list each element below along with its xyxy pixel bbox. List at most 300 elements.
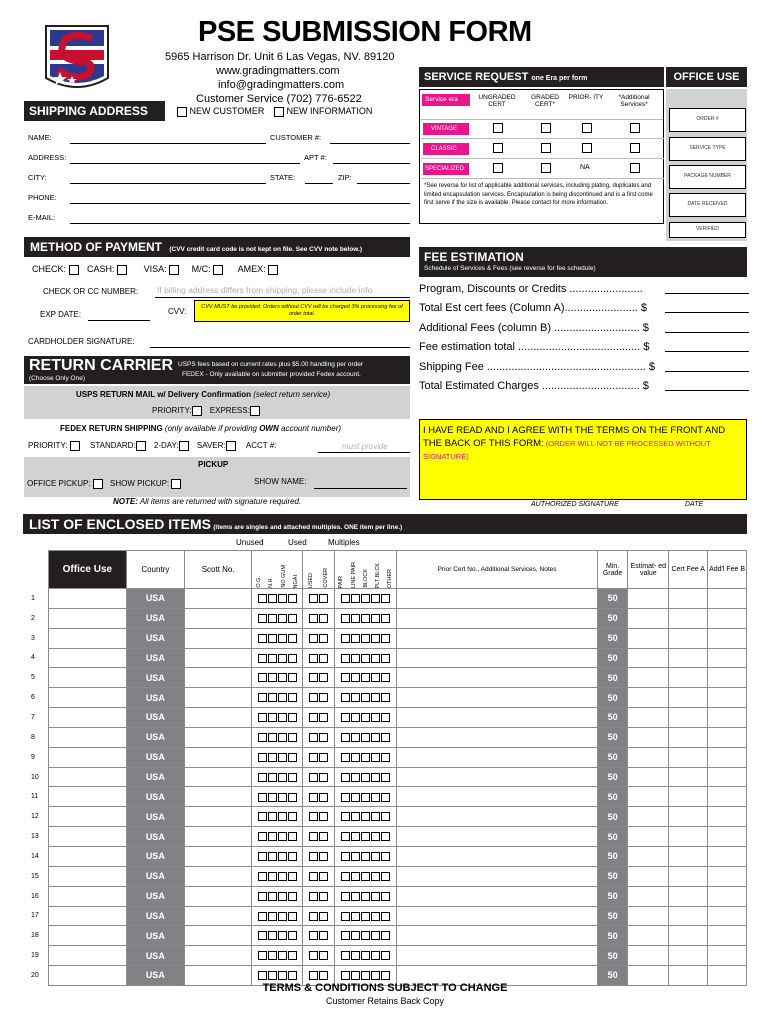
scott-number-cell[interactable]	[184, 846, 251, 866]
item-checkbox[interactable]	[319, 713, 328, 722]
country-cell[interactable]: USA	[126, 747, 184, 767]
vintage-ungraded-checkbox[interactable]	[493, 123, 503, 133]
estimated-value-cell[interactable]	[628, 668, 669, 688]
vintage-additional-checkbox[interactable]	[630, 123, 640, 133]
cert-fee-cell[interactable]	[669, 886, 708, 906]
item-checkbox[interactable]	[361, 693, 370, 702]
notes-cell[interactable]	[397, 648, 597, 668]
new-customer-option[interactable]	[177, 106, 264, 117]
cert-fee-cell[interactable]	[669, 846, 708, 866]
scott-number-cell[interactable]	[184, 827, 251, 847]
item-checkbox[interactable]	[258, 951, 267, 960]
addl-fee-cell[interactable]	[708, 589, 747, 609]
item-checkbox[interactable]	[371, 892, 380, 901]
item-checkbox[interactable]	[258, 931, 267, 940]
item-checkbox[interactable]	[361, 713, 370, 722]
city-field[interactable]	[70, 183, 266, 184]
item-checkbox[interactable]	[371, 654, 380, 663]
item-checkbox[interactable]	[309, 773, 318, 782]
country-cell[interactable]: USA	[126, 807, 184, 827]
item-checkbox[interactable]	[278, 733, 287, 742]
cc-number-field[interactable]	[155, 297, 410, 298]
min-grade-cell[interactable]: 50	[597, 866, 628, 886]
fee-field-estimated[interactable]	[665, 390, 749, 391]
min-grade-cell[interactable]: 50	[597, 708, 628, 728]
item-checkbox[interactable]	[381, 832, 390, 841]
item-checkbox[interactable]	[381, 673, 390, 682]
item-checkbox[interactable]	[361, 753, 370, 762]
estimated-value-cell[interactable]	[628, 747, 669, 767]
scott-number-cell[interactable]	[184, 767, 251, 787]
addl-fee-cell[interactable]	[708, 827, 747, 847]
cert-fee-cell[interactable]	[669, 589, 708, 609]
item-checkbox[interactable]	[351, 634, 360, 643]
item-checkbox[interactable]	[371, 832, 380, 841]
item-checkbox[interactable]	[319, 971, 328, 980]
item-checkbox[interactable]	[351, 693, 360, 702]
item-checkbox[interactable]	[278, 634, 287, 643]
item-checkbox[interactable]	[258, 812, 267, 821]
item-checkbox[interactable]	[268, 832, 277, 841]
estimated-value-cell[interactable]	[628, 846, 669, 866]
item-checkbox[interactable]	[288, 852, 297, 861]
min-grade-cell[interactable]: 50	[597, 589, 628, 609]
cert-fee-cell[interactable]	[669, 906, 708, 926]
item-checkbox[interactable]	[288, 793, 297, 802]
visa-checkbox[interactable]	[169, 265, 179, 275]
scott-number-cell[interactable]	[184, 708, 251, 728]
item-checkbox[interactable]	[381, 852, 390, 861]
item-checkbox[interactable]	[309, 971, 318, 980]
item-checkbox[interactable]	[309, 872, 318, 881]
item-checkbox[interactable]	[351, 654, 360, 663]
zip-field[interactable]	[357, 183, 410, 184]
notes-cell[interactable]	[397, 747, 597, 767]
item-checkbox[interactable]	[371, 693, 380, 702]
item-checkbox[interactable]	[341, 912, 350, 921]
phone-field[interactable]	[70, 203, 410, 204]
addl-fee-cell[interactable]	[708, 708, 747, 728]
estimated-value-cell[interactable]	[628, 727, 669, 747]
fee-field-additional[interactable]	[665, 332, 749, 333]
item-checkbox[interactable]	[309, 733, 318, 742]
notes-cell[interactable]	[397, 946, 597, 966]
show-pickup-checkbox[interactable]	[171, 479, 181, 489]
estimated-value-cell[interactable]	[628, 608, 669, 628]
country-cell[interactable]: USA	[126, 708, 184, 728]
item-checkbox[interactable]	[361, 654, 370, 663]
usps-express-checkbox[interactable]	[250, 406, 260, 416]
country-cell[interactable]: USA	[126, 946, 184, 966]
specialized-additional-checkbox[interactable]	[630, 163, 640, 173]
item-checkbox[interactable]	[268, 634, 277, 643]
item-checkbox[interactable]	[381, 753, 390, 762]
scott-number-cell[interactable]	[184, 727, 251, 747]
item-checkbox[interactable]	[288, 872, 297, 881]
min-grade-cell[interactable]: 50	[597, 608, 628, 628]
item-checkbox[interactable]	[351, 931, 360, 940]
estimated-value-cell[interactable]	[628, 827, 669, 847]
cert-fee-cell[interactable]	[669, 668, 708, 688]
item-checkbox[interactable]	[381, 971, 390, 980]
item-checkbox[interactable]	[288, 594, 297, 603]
item-checkbox[interactable]	[268, 872, 277, 881]
item-checkbox[interactable]	[341, 931, 350, 940]
addl-fee-cell[interactable]	[708, 866, 747, 886]
item-checkbox[interactable]	[309, 852, 318, 861]
fedex-acct-field[interactable]	[318, 452, 410, 453]
scott-number-cell[interactable]	[184, 807, 251, 827]
notes-cell[interactable]	[397, 906, 597, 926]
item-checkbox[interactable]	[371, 951, 380, 960]
item-checkbox[interactable]	[371, 614, 380, 623]
item-checkbox[interactable]	[351, 971, 360, 980]
addl-fee-cell[interactable]	[708, 767, 747, 787]
min-grade-cell[interactable]: 50	[597, 668, 628, 688]
item-checkbox[interactable]	[381, 693, 390, 702]
min-grade-cell[interactable]: 50	[597, 946, 628, 966]
item-checkbox[interactable]	[371, 852, 380, 861]
item-checkbox[interactable]	[319, 673, 328, 682]
item-checkbox[interactable]	[351, 733, 360, 742]
notes-cell[interactable]	[397, 767, 597, 787]
country-cell[interactable]: USA	[126, 628, 184, 648]
item-checkbox[interactable]	[309, 594, 318, 603]
apt-field[interactable]	[333, 163, 410, 164]
item-checkbox[interactable]	[341, 971, 350, 980]
item-checkbox[interactable]	[341, 832, 350, 841]
item-checkbox[interactable]	[288, 912, 297, 921]
item-checkbox[interactable]	[381, 812, 390, 821]
estimated-value-cell[interactable]	[628, 946, 669, 966]
addl-fee-cell[interactable]	[708, 906, 747, 926]
cert-fee-cell[interactable]	[669, 866, 708, 886]
agreement-box[interactable]	[419, 419, 747, 500]
item-checkbox[interactable]	[288, 753, 297, 762]
item-checkbox[interactable]	[278, 753, 287, 762]
item-checkbox[interactable]	[381, 912, 390, 921]
item-checkbox[interactable]	[288, 971, 297, 980]
item-checkbox[interactable]	[309, 654, 318, 663]
item-checkbox[interactable]	[288, 614, 297, 623]
item-checkbox[interactable]	[258, 733, 267, 742]
notes-cell[interactable]	[397, 886, 597, 906]
item-checkbox[interactable]	[288, 832, 297, 841]
item-checkbox[interactable]	[278, 713, 287, 722]
item-checkbox[interactable]	[319, 912, 328, 921]
cert-fee-cell[interactable]	[669, 708, 708, 728]
item-checkbox[interactable]	[268, 693, 277, 702]
item-checkbox[interactable]	[371, 713, 380, 722]
item-checkbox[interactable]	[319, 872, 328, 881]
cert-fee-cell[interactable]	[669, 648, 708, 668]
estimated-value-cell[interactable]	[628, 787, 669, 807]
name-field[interactable]	[70, 143, 266, 144]
item-checkbox[interactable]	[278, 812, 287, 821]
item-checkbox[interactable]	[371, 931, 380, 940]
item-checkbox[interactable]	[351, 673, 360, 682]
item-checkbox[interactable]	[351, 852, 360, 861]
item-checkbox[interactable]	[278, 852, 287, 861]
item-checkbox[interactable]	[361, 634, 370, 643]
country-cell[interactable]: USA	[126, 767, 184, 787]
item-checkbox[interactable]	[268, 912, 277, 921]
item-checkbox[interactable]	[319, 654, 328, 663]
min-grade-cell[interactable]: 50	[597, 807, 628, 827]
fedex-standard-checkbox[interactable]	[136, 441, 146, 451]
item-checkbox[interactable]	[309, 793, 318, 802]
scott-number-cell[interactable]	[184, 886, 251, 906]
notes-cell[interactable]	[397, 708, 597, 728]
state-field[interactable]	[305, 183, 333, 184]
cert-fee-cell[interactable]	[669, 608, 708, 628]
item-checkbox[interactable]	[309, 753, 318, 762]
classic-ungraded-checkbox[interactable]	[493, 143, 503, 153]
item-checkbox[interactable]	[361, 793, 370, 802]
estimated-value-cell[interactable]	[628, 589, 669, 609]
item-checkbox[interactable]	[341, 872, 350, 881]
item-checkbox[interactable]	[381, 931, 390, 940]
addl-fee-cell[interactable]	[708, 688, 747, 708]
country-cell[interactable]: USA	[126, 688, 184, 708]
cert-fee-cell[interactable]	[669, 727, 708, 747]
country-cell[interactable]: USA	[126, 926, 184, 946]
estimated-value-cell[interactable]	[628, 886, 669, 906]
item-checkbox[interactable]	[309, 673, 318, 682]
item-checkbox[interactable]	[361, 951, 370, 960]
item-checkbox[interactable]	[258, 673, 267, 682]
fee-field-program[interactable]	[665, 293, 749, 294]
item-checkbox[interactable]	[278, 971, 287, 980]
scott-number-cell[interactable]	[184, 628, 251, 648]
country-cell[interactable]: USA	[126, 966, 184, 986]
item-checkbox[interactable]	[319, 832, 328, 841]
item-checkbox[interactable]	[258, 912, 267, 921]
item-checkbox[interactable]	[371, 812, 380, 821]
item-checkbox[interactable]	[381, 594, 390, 603]
min-grade-cell[interactable]: 50	[597, 688, 628, 708]
cert-fee-cell[interactable]	[669, 827, 708, 847]
item-checkbox[interactable]	[361, 614, 370, 623]
country-cell[interactable]: USA	[126, 648, 184, 668]
country-cell[interactable]: USA	[126, 846, 184, 866]
item-checkbox[interactable]	[341, 654, 350, 663]
item-checkbox[interactable]	[351, 872, 360, 881]
item-checkbox[interactable]	[258, 892, 267, 901]
item-checkbox[interactable]	[351, 892, 360, 901]
item-checkbox[interactable]	[258, 753, 267, 762]
item-checkbox[interactable]	[351, 812, 360, 821]
cert-fee-cell[interactable]	[669, 628, 708, 648]
item-checkbox[interactable]	[371, 634, 380, 643]
fedex-saver-checkbox[interactable]	[226, 441, 236, 451]
country-cell[interactable]: USA	[126, 589, 184, 609]
item-checkbox[interactable]	[278, 912, 287, 921]
country-cell[interactable]: USA	[126, 787, 184, 807]
check-checkbox[interactable]	[69, 265, 79, 275]
item-checkbox[interactable]	[288, 713, 297, 722]
item-checkbox[interactable]	[288, 931, 297, 940]
item-checkbox[interactable]	[351, 753, 360, 762]
addl-fee-cell[interactable]	[708, 608, 747, 628]
addl-fee-cell[interactable]	[708, 668, 747, 688]
estimated-value-cell[interactable]	[628, 926, 669, 946]
item-checkbox[interactable]	[319, 793, 328, 802]
item-checkbox[interactable]	[268, 931, 277, 940]
notes-cell[interactable]	[397, 807, 597, 827]
country-cell[interactable]: USA	[126, 886, 184, 906]
fedex-priority-checkbox[interactable]	[70, 441, 80, 451]
country-cell[interactable]: USA	[126, 827, 184, 847]
scott-number-cell[interactable]	[184, 668, 251, 688]
item-checkbox[interactable]	[278, 832, 287, 841]
item-checkbox[interactable]	[341, 713, 350, 722]
scott-number-cell[interactable]	[184, 608, 251, 628]
addl-fee-cell[interactable]	[708, 846, 747, 866]
country-cell[interactable]: USA	[126, 906, 184, 926]
min-grade-cell[interactable]: 50	[597, 966, 628, 986]
item-checkbox[interactable]	[288, 733, 297, 742]
item-checkbox[interactable]	[371, 793, 380, 802]
new-information-checkbox[interactable]	[274, 107, 284, 117]
item-checkbox[interactable]	[258, 693, 267, 702]
item-checkbox[interactable]	[309, 931, 318, 940]
item-checkbox[interactable]	[341, 733, 350, 742]
estimated-value-cell[interactable]	[628, 906, 669, 926]
item-checkbox[interactable]	[351, 793, 360, 802]
item-checkbox[interactable]	[341, 852, 350, 861]
exp-date-field[interactable]	[88, 320, 150, 321]
item-checkbox[interactable]	[268, 614, 277, 623]
scott-number-cell[interactable]	[184, 946, 251, 966]
notes-cell[interactable]	[397, 846, 597, 866]
item-checkbox[interactable]	[319, 594, 328, 603]
notes-cell[interactable]	[397, 787, 597, 807]
item-checkbox[interactable]	[361, 872, 370, 881]
item-checkbox[interactable]	[288, 654, 297, 663]
item-checkbox[interactable]	[309, 912, 318, 921]
item-checkbox[interactable]	[278, 773, 287, 782]
min-grade-cell[interactable]: 50	[597, 827, 628, 847]
mc-checkbox[interactable]	[213, 265, 223, 275]
cardholder-signature-field[interactable]	[150, 347, 410, 348]
address-field[interactable]	[70, 163, 300, 164]
addl-fee-cell[interactable]	[708, 747, 747, 767]
item-checkbox[interactable]	[381, 713, 390, 722]
addl-fee-cell[interactable]	[708, 648, 747, 668]
min-grade-cell[interactable]: 50	[597, 926, 628, 946]
addl-fee-cell[interactable]	[708, 787, 747, 807]
cert-fee-cell[interactable]	[669, 926, 708, 946]
item-checkbox[interactable]	[258, 793, 267, 802]
scott-number-cell[interactable]	[184, 688, 251, 708]
notes-cell[interactable]	[397, 589, 597, 609]
item-checkbox[interactable]	[319, 693, 328, 702]
item-checkbox[interactable]	[361, 912, 370, 921]
item-checkbox[interactable]	[258, 852, 267, 861]
item-checkbox[interactable]	[258, 634, 267, 643]
item-checkbox[interactable]	[319, 812, 328, 821]
item-checkbox[interactable]	[309, 951, 318, 960]
item-checkbox[interactable]	[351, 832, 360, 841]
item-checkbox[interactable]	[258, 713, 267, 722]
min-grade-cell[interactable]: 50	[597, 787, 628, 807]
scott-number-cell[interactable]	[184, 747, 251, 767]
item-checkbox[interactable]	[278, 654, 287, 663]
item-checkbox[interactable]	[341, 634, 350, 643]
item-checkbox[interactable]	[268, 951, 277, 960]
notes-cell[interactable]	[397, 727, 597, 747]
item-checkbox[interactable]	[278, 872, 287, 881]
item-checkbox[interactable]	[361, 971, 370, 980]
cert-fee-cell[interactable]	[669, 747, 708, 767]
item-checkbox[interactable]	[288, 892, 297, 901]
item-checkbox[interactable]	[268, 713, 277, 722]
item-checkbox[interactable]	[341, 693, 350, 702]
country-cell[interactable]: USA	[126, 668, 184, 688]
item-checkbox[interactable]	[371, 673, 380, 682]
item-checkbox[interactable]	[381, 614, 390, 623]
fee-field-cert[interactable]	[665, 312, 749, 313]
item-checkbox[interactable]	[319, 614, 328, 623]
min-grade-cell[interactable]: 50	[597, 628, 628, 648]
notes-cell[interactable]	[397, 866, 597, 886]
item-checkbox[interactable]	[258, 594, 267, 603]
office-pickup-checkbox[interactable]	[93, 479, 103, 489]
item-checkbox[interactable]	[288, 693, 297, 702]
addl-fee-cell[interactable]	[708, 807, 747, 827]
estimated-value-cell[interactable]	[628, 866, 669, 886]
notes-cell[interactable]	[397, 926, 597, 946]
item-checkbox[interactable]	[371, 773, 380, 782]
scott-number-cell[interactable]	[184, 926, 251, 946]
item-checkbox[interactable]	[268, 793, 277, 802]
item-checkbox[interactable]	[371, 753, 380, 762]
item-checkbox[interactable]	[268, 812, 277, 821]
item-checkbox[interactable]	[309, 832, 318, 841]
notes-cell[interactable]	[397, 827, 597, 847]
notes-cell[interactable]	[397, 688, 597, 708]
item-checkbox[interactable]	[361, 812, 370, 821]
specialized-ungraded-checkbox[interactable]	[493, 163, 503, 173]
scott-number-cell[interactable]	[184, 648, 251, 668]
item-checkbox[interactable]	[371, 594, 380, 603]
estimated-value-cell[interactable]	[628, 708, 669, 728]
item-checkbox[interactable]	[319, 951, 328, 960]
item-checkbox[interactable]	[381, 773, 390, 782]
item-checkbox[interactable]	[278, 693, 287, 702]
item-checkbox[interactable]	[371, 971, 380, 980]
item-checkbox[interactable]	[381, 654, 390, 663]
min-grade-cell[interactable]: 50	[597, 767, 628, 787]
item-checkbox[interactable]	[258, 654, 267, 663]
item-checkbox[interactable]	[268, 654, 277, 663]
item-checkbox[interactable]	[258, 971, 267, 980]
item-checkbox[interactable]	[371, 912, 380, 921]
item-checkbox[interactable]	[309, 892, 318, 901]
estimated-value-cell[interactable]	[628, 688, 669, 708]
min-grade-cell[interactable]: 50	[597, 747, 628, 767]
cert-fee-cell[interactable]	[669, 688, 708, 708]
item-checkbox[interactable]	[361, 832, 370, 841]
country-cell[interactable]: USA	[126, 727, 184, 747]
estimated-value-cell[interactable]	[628, 628, 669, 648]
cash-checkbox[interactable]	[117, 265, 127, 275]
item-checkbox[interactable]	[258, 773, 267, 782]
estimated-value-cell[interactable]	[628, 648, 669, 668]
item-checkbox[interactable]	[278, 614, 287, 623]
item-checkbox[interactable]	[288, 951, 297, 960]
